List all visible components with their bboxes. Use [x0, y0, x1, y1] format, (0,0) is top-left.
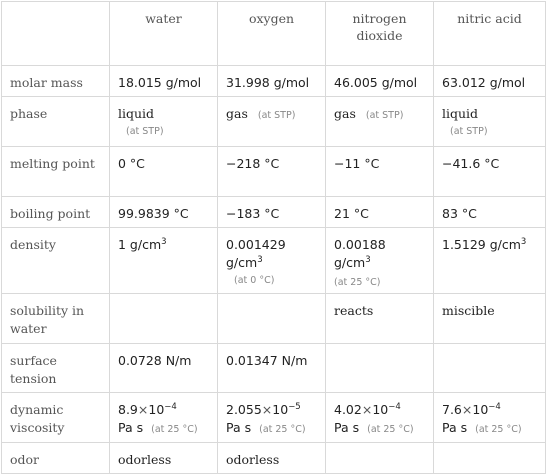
table-cell: 0 °C — [110, 147, 218, 197]
row-label: melting point — [2, 147, 110, 197]
cell-unit: g/cm — [226, 255, 258, 270]
table-cell — [218, 228, 326, 294]
cell-note: (at 25 °C) — [334, 277, 381, 288]
table-cell — [326, 97, 434, 147]
superscript: 3 — [520, 237, 527, 247]
table-cell: 99.9839 °C — [110, 197, 218, 228]
table-row-melting-point — [2, 147, 546, 197]
table-cell — [110, 97, 218, 147]
times-sign: × — [461, 402, 473, 417]
row-label: dynamic viscosity — [2, 393, 110, 443]
column-header-nitrogen-dioxide: nitrogen dioxide — [326, 2, 434, 66]
table-cell — [110, 393, 218, 443]
table-row-surface-tension — [2, 344, 546, 393]
table-cell: 83 °C — [434, 197, 546, 228]
table-cell — [326, 228, 434, 294]
column-header-nitric-acid: nitric acid — [434, 2, 546, 66]
exponent: −4 — [488, 402, 501, 412]
row-label: density — [2, 228, 110, 294]
cell-note: (at STP) — [126, 126, 164, 137]
row-label: phase — [2, 97, 110, 147]
base: 10 — [372, 402, 389, 417]
cell-value: 0.001429 — [226, 237, 286, 252]
superscript: 3 — [365, 255, 371, 265]
table-cell: 0.0728 N/m — [110, 344, 218, 393]
cell-note: (at 25 °C) — [259, 424, 306, 435]
cell-value: gas — [226, 106, 248, 121]
exponent: −4 — [164, 402, 177, 412]
cell-value: gas — [334, 106, 356, 121]
table-cell — [326, 344, 434, 393]
table-cell — [218, 97, 326, 147]
table-cell: 18.015 g/mol — [110, 66, 218, 97]
table-cell: −218 °C — [218, 147, 326, 197]
times-sign: × — [261, 402, 273, 417]
table-row-molar-mass — [2, 66, 546, 97]
properties-table — [1, 1, 546, 474]
table-cell: 0.01347 N/m — [218, 344, 326, 393]
table-cell — [218, 393, 326, 443]
cell-unit: Pa s — [118, 420, 144, 435]
cell-note: (at 25 °C) — [475, 424, 522, 435]
row-label: molar mass — [2, 66, 110, 97]
cell-value: 1.5129 g/cm — [442, 237, 521, 252]
base: 10 — [148, 402, 165, 417]
superscript: 3 — [161, 237, 167, 247]
cell-unit: Pa s — [334, 420, 360, 435]
table-cell: −41.6 °C — [434, 147, 546, 197]
table-row-boiling-point — [2, 197, 546, 228]
table-cell — [434, 344, 546, 393]
cell-note: (at STP) — [257, 110, 296, 121]
column-header-oxygen: oxygen — [218, 2, 326, 66]
mantissa: 4.02 — [334, 402, 362, 417]
mantissa: 7.6 — [442, 402, 462, 417]
times-sign: × — [137, 402, 149, 417]
table-cell — [434, 228, 546, 294]
superscript: 3 — [257, 255, 263, 265]
row-label: surface tension — [2, 344, 110, 393]
times-sign: × — [361, 402, 373, 417]
cell-value: 0.00188 — [334, 237, 386, 252]
cell-note: (at STP) — [365, 110, 404, 121]
table-cell: miscible — [434, 294, 546, 344]
row-label: solubility in water — [2, 294, 110, 344]
column-header-water: water — [110, 2, 218, 66]
table-cell: odorless — [110, 443, 218, 474]
cell-note: (at 0 °C) — [234, 275, 275, 286]
table-cell: 31.998 g/mol — [218, 66, 326, 97]
cell-unit: Pa s — [226, 420, 252, 435]
table-cell — [326, 393, 434, 443]
table-row-odor — [2, 443, 546, 474]
cell-value: liquid — [442, 106, 479, 121]
table-cell — [218, 294, 326, 344]
base: 10 — [472, 402, 489, 417]
table-cell: −183 °C — [218, 197, 326, 228]
table-cell — [110, 228, 218, 294]
table-cell: 46.005 g/mol — [326, 66, 434, 97]
table-cell — [434, 443, 546, 474]
cell-value: 1 g/cm — [118, 237, 162, 252]
table-cell — [326, 443, 434, 474]
mantissa: 2.055 — [226, 402, 262, 417]
table-row-density — [2, 228, 546, 294]
corner-cell — [2, 2, 110, 66]
table-cell: 63.012 g/mol — [434, 66, 546, 97]
cell-note: (at STP) — [450, 126, 488, 137]
cell-note: (at 25 °C) — [151, 424, 198, 435]
exponent: −4 — [388, 402, 401, 412]
header-row — [2, 2, 546, 66]
table-cell: odorless — [218, 443, 326, 474]
table-row-dynamic-viscosity — [2, 393, 546, 443]
table-row-solubility — [2, 294, 546, 344]
table-row-phase — [2, 97, 546, 147]
table-cell — [110, 294, 218, 344]
table-cell — [434, 97, 546, 147]
table-cell: −11 °C — [326, 147, 434, 197]
cell-unit: g/cm — [334, 255, 366, 270]
mantissa: 8.9 — [118, 402, 138, 417]
cell-value: liquid — [118, 106, 155, 121]
table-cell: 21 °C — [326, 197, 434, 228]
table-cell — [434, 393, 546, 443]
row-label: boiling point — [2, 197, 110, 228]
base: 10 — [272, 402, 289, 417]
table-cell: reacts — [326, 294, 434, 344]
cell-unit: Pa s — [442, 420, 468, 435]
exponent: −5 — [288, 402, 301, 412]
row-label: odor — [2, 443, 110, 474]
cell-note: (at 25 °C) — [367, 424, 414, 435]
